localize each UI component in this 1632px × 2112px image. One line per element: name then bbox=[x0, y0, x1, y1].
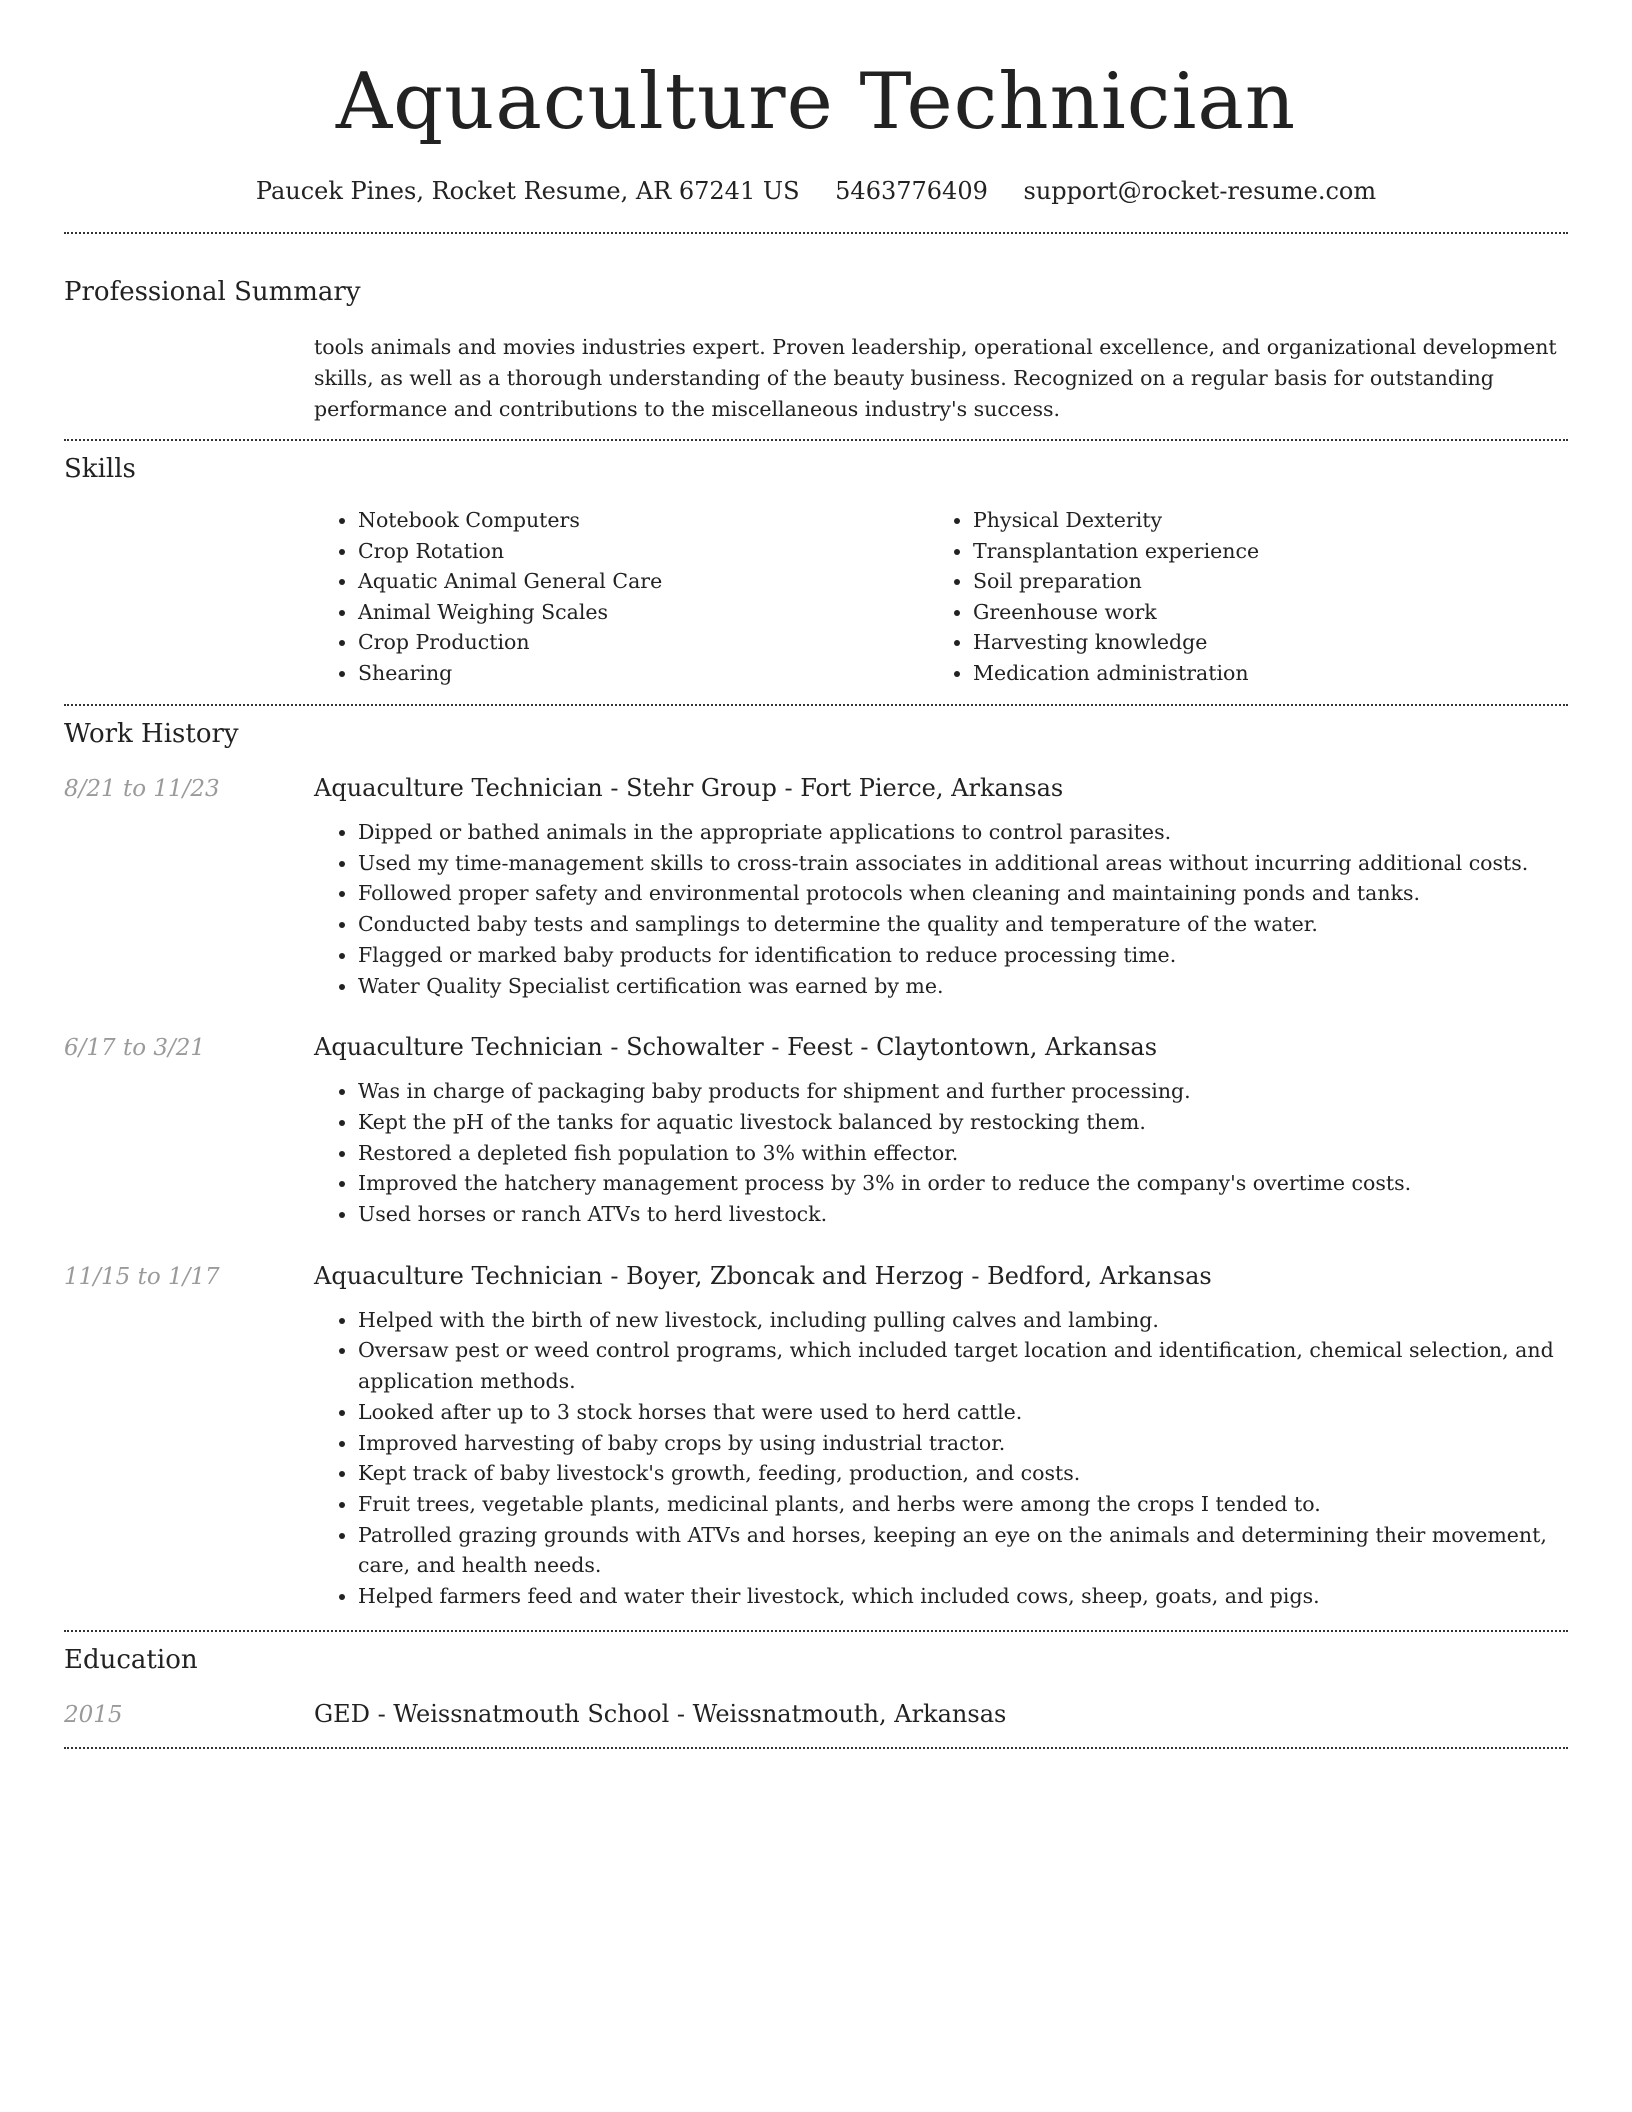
job-header bbox=[64, 1029, 1568, 1066]
job-entry bbox=[64, 1029, 1568, 1230]
job-bullet: • Was in charge of packaging baby products for shipment and further processing. bbox=[358, 1076, 1568, 1107]
skills-grid bbox=[314, 505, 1568, 688]
job-bullet: • Improved harvesting of baby crops by using industrial tractor. bbox=[358, 1428, 1568, 1459]
contact-phone: 5463776409 bbox=[835, 177, 988, 205]
job-bullet: • Dipped or bathed animals in the appropriate applications to control parasites. bbox=[358, 817, 1568, 848]
contact-line bbox=[64, 174, 1568, 208]
job-entry bbox=[64, 1258, 1568, 1612]
job-header bbox=[64, 1258, 1568, 1295]
job-bullets bbox=[314, 1305, 1568, 1612]
job-bullet: • Conducted baby tests and samplings to determine the quality and temperature of the water. bbox=[358, 909, 1568, 940]
job-bullets bbox=[314, 817, 1568, 1001]
job-bullet: • Helped farmers feed and water their livestock, which included cows, sheep, goats, and pigs. bbox=[358, 1581, 1568, 1612]
skills-heading: Skills bbox=[64, 454, 136, 484]
skills-list-left bbox=[314, 505, 929, 688]
skill-item: • Aquatic Animal General Care bbox=[358, 566, 929, 597]
job-bullet: • Restored a depleted fish population to 3% within effector. bbox=[358, 1138, 1568, 1169]
job-headline: Aquaculture Technician - Boyer, Zboncak and Herzog - Bedford, Arkansas bbox=[314, 1261, 1212, 1290]
section-divider bbox=[64, 704, 1568, 706]
job-dates: 11/15 to 1/17 bbox=[64, 1263, 220, 1290]
skill-item: • Harvesting knowledge bbox=[973, 627, 1544, 658]
contact-address: Paucek Pines, Rocket Resume, AR 67241 US bbox=[255, 177, 800, 205]
job-headline: Aquaculture Technician - Stehr Group - Fort Pierce, Arkansas bbox=[314, 774, 1064, 802]
job-bullets bbox=[314, 1076, 1568, 1230]
section-divider bbox=[64, 1630, 1568, 1632]
job-bullet: • Helped with the birth of new livestock, including pulling calves and lambing. bbox=[358, 1305, 1568, 1336]
skill-item: • Physical Dexterity bbox=[973, 505, 1544, 536]
job-bullet: • Improved the hatchery management process by 3% in order to reduce the company's overtime costs. bbox=[358, 1168, 1568, 1199]
education-heading: Education bbox=[64, 1644, 198, 1675]
section-divider bbox=[64, 439, 1568, 441]
education-year: 2015 bbox=[64, 1701, 123, 1728]
skills-list-right bbox=[929, 505, 1544, 688]
job-bullet: • Water Quality Specialist certification was earned by me. bbox=[358, 971, 1568, 1002]
skill-item: • Notebook Computers bbox=[358, 505, 929, 536]
job-headline: Aquaculture Technician - Schowalter - Feest - Claytontown, Arkansas bbox=[314, 1033, 1158, 1062]
skill-item: • Transplantation experience bbox=[973, 536, 1544, 567]
skill-item: • Greenhouse work bbox=[973, 597, 1544, 628]
skill-item: • Crop Production bbox=[358, 627, 929, 658]
skill-item: • Medication administration bbox=[973, 658, 1544, 689]
job-bullet: • Patrolled grazing grounds with ATVs and horses, keeping an eye on the animals and determining their movement, care, and health needs. bbox=[358, 1520, 1568, 1581]
job-bullet: • Used horses or ranch ATVs to herd livestock. bbox=[358, 1199, 1568, 1230]
education-section bbox=[64, 1642, 1568, 1733]
skills-section bbox=[64, 451, 1568, 688]
job-bullet: • Flagged or marked baby products for identification to reduce processing time. bbox=[358, 940, 1568, 971]
skill-item: • Soil preparation bbox=[973, 566, 1544, 597]
job-bullet: • Looked after up to 3 stock horses that were used to herd cattle. bbox=[358, 1397, 1568, 1428]
skill-item: • Animal Weighing Scales bbox=[358, 597, 929, 628]
job-bullet: • Kept the pH of the tanks for aquatic livestock balanced by restocking them. bbox=[358, 1107, 1568, 1138]
job-bullet: • Kept track of baby livestock's growth, feeding, production, and costs. bbox=[358, 1458, 1568, 1489]
education-entry bbox=[64, 1696, 1568, 1733]
job-bullet: • Used my time-management skills to cross-train associates in additional areas without incurring additional costs. bbox=[358, 848, 1568, 879]
work-history-section bbox=[64, 716, 1568, 1630]
education-detail: GED - Weissnatmouth School - Weissnatmouth, Arkansas bbox=[314, 1699, 1007, 1728]
summary-section bbox=[64, 274, 1568, 425]
job-header bbox=[64, 770, 1568, 807]
section-divider bbox=[64, 1747, 1568, 1749]
section-divider bbox=[64, 232, 1568, 234]
work-heading: Work History bbox=[64, 719, 239, 749]
summary-heading: Professional Summary bbox=[64, 277, 361, 307]
job-entry bbox=[64, 770, 1568, 1001]
contact-email: support@rocket-resume.com bbox=[1023, 177, 1377, 205]
job-dates: 8/21 to 11/23 bbox=[64, 776, 220, 802]
summary-text: tools animals and movies industries expert. Proven leadership, operational excellence, and organizational development skills, as well as a thorough understanding of the beauty business. Recognized on a regular basis for outstanding performance and contributions to the miscellaneous industry's success. bbox=[314, 335, 1557, 421]
job-bullet: • Fruit trees, vegetable plants, medicinal plants, and herbs were among the crops I tended to. bbox=[358, 1489, 1568, 1520]
skill-item: • Crop Rotation bbox=[358, 536, 929, 567]
job-dates: 6/17 to 3/21 bbox=[64, 1035, 206, 1062]
resume-title: Aquaculture Technician bbox=[335, 57, 1297, 147]
job-bullet: • Followed proper safety and environmental protocols when cleaning and maintaining ponds and tanks. bbox=[358, 878, 1568, 909]
skill-item: • Shearing bbox=[358, 658, 929, 689]
job-bullet: • Oversaw pest or weed control programs, which included target location and identification, chemical selection, and application methods. bbox=[358, 1335, 1568, 1396]
